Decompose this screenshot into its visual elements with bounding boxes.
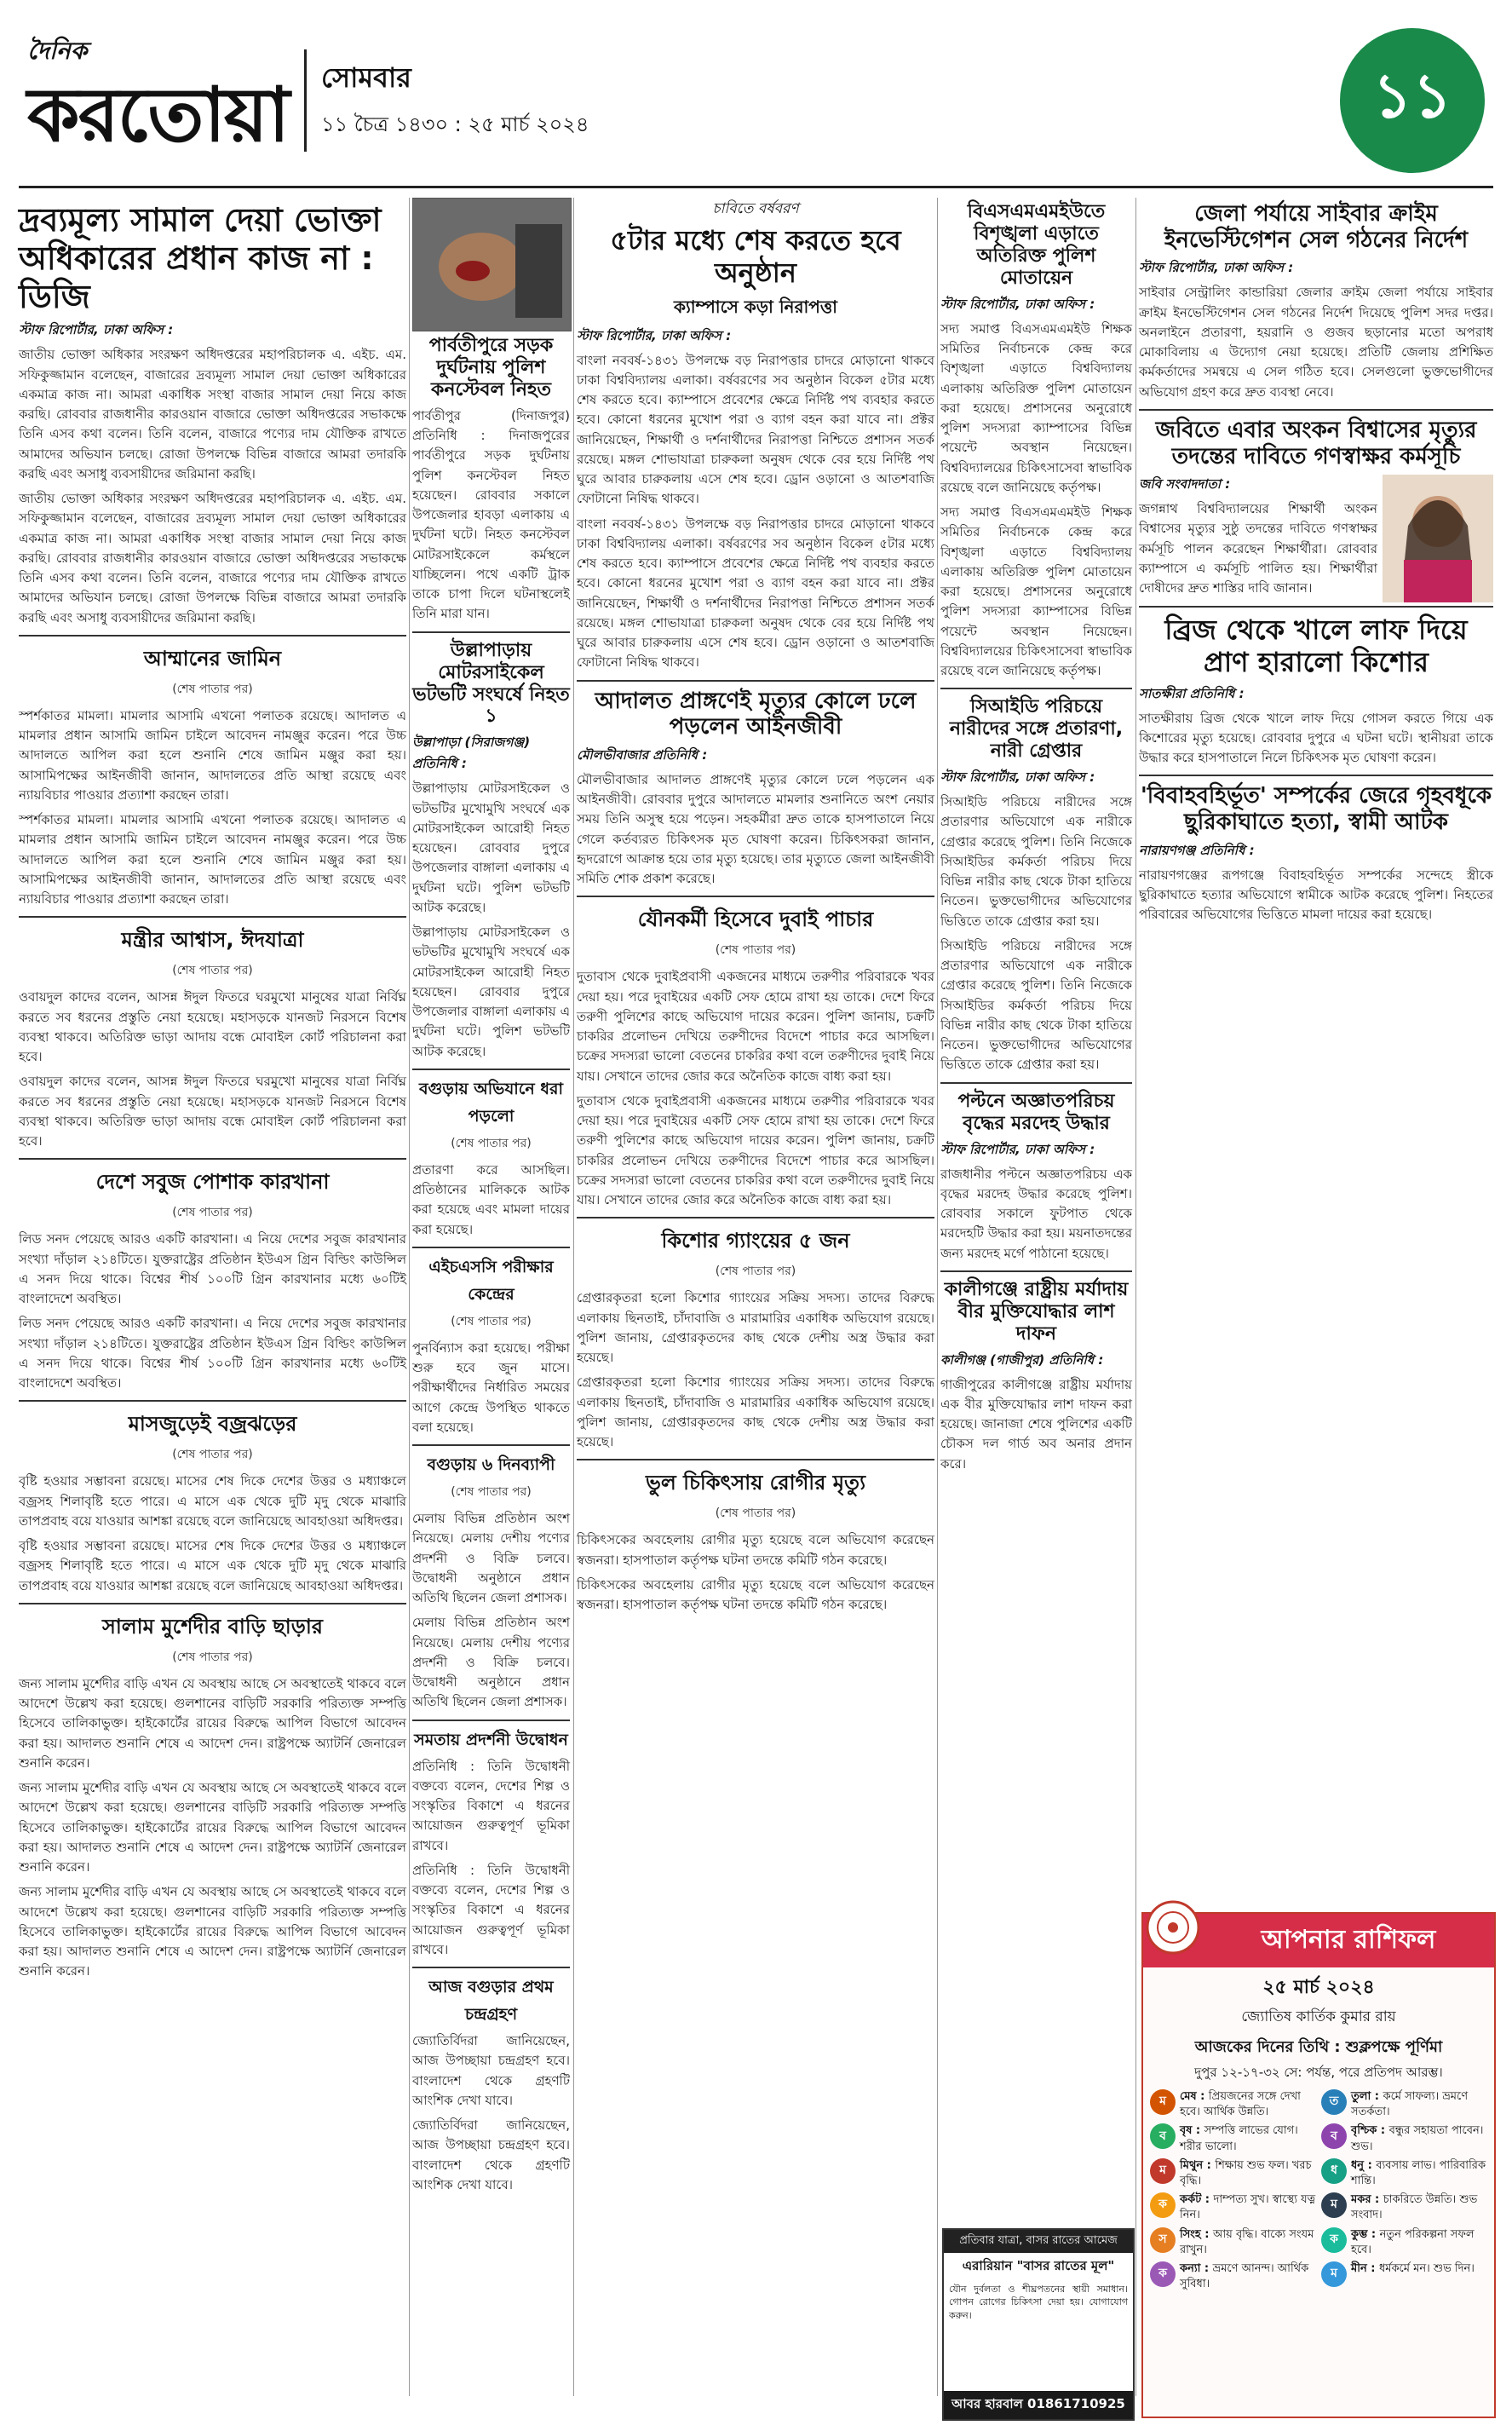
article-body: মেলায় বিভিন্ন প্রতিষ্ঠান অংশ নিয়েছে। মেলায় দেশীয় পণ্যের প্রদর্শনী ও বিক্রি চলবে। উদ্বোধনী অনুষ্ঠানে প্রধান অতিথি ছিলেন জেলা প্রশাসক। [412,1615,570,1710]
article-body: জ্যোতির্বিদরা জানিয়েছেন, আজ উপচ্ছায়া চন্দ্রগ্রহণ হবে। বাংলাদেশ থেকে গ্রহণটি আংশিক দেখা যাবে। [412,2117,570,2192]
article-body: জন্য সালাম মুর্শেদীর বাড়ি এখন যে অবস্থায় আছে সে অবস্থাতেই থাকবে বলে আদেশে উল্লেখ করা হয়েছে। গুলশানের বাড়িটি সরকারি পরিত্যক্ত সম্পত্তি হিসেবে তালিকাভুক্ত। হাইকোর্টের রায়ের বিরুদ্ধে আপিল বিভাগে আবেদন করা হয়। আদালত শুনানি শেষে এ আদেশ দেন। রাষ্ট্রপক্ষে অ্যাটর্নি জেনারেল শুনানি করেন। [19,1675,406,1771]
jump-note: (শেষ পাতার পর) [451,1136,532,1150]
article-body: প্রতিনিধি : তিনি উদ্বোধনী বক্তব্যে বলেন, দেশের শিল্প ও সংস্কৃতির বিকাশে এ ধরনের আয়োজন গুরুত্বপূর্ণ ভূমিকা রাখবে। [412,1758,570,1853]
article-headline: 'বিবাহবহির্ভূত' সম্পর্কের জেরে গৃহবধূকে ছুরিকাঘাতে হত্যা, স্বামী আটক [1140,783,1492,836]
byline: স্টাফ রিপোর্টার, ঢাকা অফিস : [1139,260,1294,276]
divider [412,1967,570,1968]
divider [577,896,934,897]
zodiac-sign-icon: ব [1321,2123,1347,2149]
article-body: দুতাবাস থেকে দুবাইপ্রবাসী একজনের মাধ্যমে তরুণীর পরিবারকে খবর দেয়া হয়। পরে দুবাইয়ের একটি সেফ হোমে রাখা হয় তাকে। দেশে ফিরে তরুণী পুলিশের কাছে অভিযোগ দায়ের করেন। পুলিশ জানায়, চক্রটি চাকরির প্রলোভন দেখিয়ে তরুণীদের বিদেশে পাচার করে আসছিল। চক্রের সদস্যরা ভালো বেতনের চাকরির কথা বলে তরুণীদের দুবাই নিয়ে যায়। সেখানে তাদের জোর করে অনৈতিক কাজে বাধ্য করা হয়। [577,969,934,1084]
logo-small-text: দৈনিক [27,37,88,65]
zodiac-sign-icon: ম [1321,2192,1347,2218]
jump-headline: কিশোর গ্যাংয়ের ৫ জন [661,1229,850,1253]
zodiac-sign-text: কন্যা : ভ্রমণে আনন্দ। আর্থিক সুবিধা। [1180,2261,1309,2291]
article-body: উল্লাপাড়ায় মোটরসাইকেল ও ভটভটির মুখোমুখি সংঘর্ষে এক মোটরসাইকেল আরোহী নিহত হয়েছেন। রোববার দুপুরে উপজেলার বাঙ্গালা এলাকায় এ দুর্ঘটনা ঘটে। পুলিশ ভটভটি আটক করেছে। [412,925,570,1059]
divider [940,1082,1132,1084]
horoscope-time: দুপুর ১২-১৭-৩২ সে: পর্যন্ত, পরে প্রতিপদ আরম্ভ। [1194,2065,1443,2080]
masthead-day: সোমবার [321,61,411,94]
zodiac-sign-icon: ক [1321,2227,1347,2253]
divider [1139,606,1493,608]
zodiac-sign-item [1321,2192,1487,2223]
column-1 [19,198,406,1987]
zodiac-sign-icon: ধ [1321,2158,1347,2184]
divider [940,1270,1132,1272]
article-body: প্রতারণা করে আসছিল। প্রতিষ্ঠানের মালিককে আটক করা হয়েছে এবং মামলা দায়ের করা হয়েছে। [412,1161,570,1237]
divider [1139,775,1493,776]
divider [19,1158,406,1160]
article-body: বৃষ্টি হওয়ার সম্ভাবনা রয়েছে। মাসের শেষ দিকে দেশের উত্তর ও মধ্যাঞ্চলে বজ্রসহ শিলাবৃষ্টি হতে পারে। এ মাসে এক থেকে দুটি মৃদু থেকে মাঝারি তাপপ্রবাহ বয়ে যাওয়ার আশঙ্কা রয়েছে বলে জানিয়েছে আবহাওয়া অধিদপ্তর। [19,1538,406,1593]
zodiac-sign-text: ধনু : ব্যবসায় লাভ। পারিবারিক শান্তি। [1351,2158,1486,2187]
masthead-divider [304,49,307,152]
zodiac-sign-icon: স [1150,2227,1176,2253]
student-portrait [1383,475,1493,602]
lead-headline: দ্রব্যমূল্য সামাল দেয়া ভোক্তা অধিকারের প্রধান কাজ না : ডিজি [19,201,382,315]
zodiac-sign-icon: ম [1150,2089,1176,2115]
ad-phone[interactable]: আবর হারবাল 01861710925 [944,2391,1133,2419]
zodiac-sign-item [1150,2192,1316,2223]
divider [412,631,570,633]
page-number-badge: ১১ [1340,28,1485,173]
byline: স্টাফ রিপোর্টার, ঢাকা অফিস : [940,296,1095,312]
jump-note: (শেষ পাতার পর) [172,1448,253,1462]
article-headline: উল্লাপাড়ায় মোটরসাইকেল ভটভটি সংঘর্ষে নিহত ১ [412,639,570,728]
zodiac-sign-text: মীন : ধর্মকর্মে মন। শুভ দিন। [1351,2261,1475,2275]
column-5 [1139,198,1493,930]
zodiac-sign-item [1321,2158,1487,2189]
divider [940,688,1132,689]
ad-tagline: প্রতিবার যাত্রা, বাসর রাতের আমেজ [944,2230,1133,2253]
jump-headline: মাসজুড়েই বজ্রঝড়ের [128,1412,297,1437]
article-body: জাতীয় ভোক্তা অধিকার সংরক্ষণ অধিদপ্তরের মহাপরিচালক এ. এইচ. এম. সফিকুজ্জামান বলেছেন, বাজারের দ্রব্যমূল্য সামাল দেয়া ভোক্তা অধিকারের একমাত্র কাজ না। আমরা একাধিক সংস্থা বাজার সামাল দেয়া নিয়ে কাজ করছি। রোববার রাজধানীর কারওয়ান বাজারে ভোক্তা অধিদপ্তরের সভাকক্ষে তিনি এসব কথা বলেন। তিনি বলেন, বাজারে পণ্যের দাম যৌক্তিক রাখতে আমাদের অভিযান চলছে। রোজা উপলক্ষে বিভিন্ন বাজারে আমরা তদারকি করছি এবং অসাধু ব্যবসায়ীদের জরিমানা করছি। [19,491,406,625]
sub-kicker: ক্যাম্পাসে কড়া নিরাপত্তা [674,296,837,317]
column-rule [1135,198,1136,2396]
zodiac-sign-text: মিথুন : শিক্ষায় শুভ ফল। খরচ বৃদ্ধি। [1180,2158,1312,2187]
byline: নারায়ণগঞ্জ প্রতিনিধি : [1139,842,1255,858]
article-body: সাতক্ষীরায় ব্রিজ থেকে খালে লাফ দিয়ে গোসল করতে গিয়ে এক কিশোরের মৃত্যু হয়েছে। রোববার দুপুরে এ ঘটনা ঘটে। স্থানীয়রা তাকে উদ্ধার করে হাসপাতালে নিলে চিকিৎসক মৃত ঘোষণা করেন। [1139,710,1493,766]
jump-note: (শেষ পাতার পর) [451,1485,532,1500]
article-body: মৌলভীবাজার আদালত প্রাঙ্গণেই মৃত্যুর কোলে ঢলে পড়লেন এক আইনজীবী। রোববার দুপুরে আদালতে মামলার শুনানিতে অংশ নেয়ার সময় তিনি অসুস্থ হয়ে পড়েন। সহকর্মীরা দ্রুত তাকে হাসপাতালে নিয়ে গেলে কর্তব্যরত চিকিৎসক মৃত ঘোষণা করেন। চিকিৎসকরা জানান, হৃদরোগে আক্রান্ত হয়ে তার মৃত্যু হয়েছে। তার মৃত্যুতে জেলা আইনজীবী সমিতি শোক প্রকাশ করেছে। [577,771,934,887]
zodiac-sign-text: তুলা : কর্মে সাফল্য। ভ্রমণে সতর্কতা। [1351,2090,1469,2119]
jump-headline: ভুল চিকিৎসায় রোগীর মৃত্যু [645,1471,866,1495]
article-headline: আদালত প্রাঙ্গণেই মৃত্যুর কোলে ঢলে পড়লেন আইনজীবী [595,688,917,740]
jump-headline: দেশে সবুজ পোশাক কারখানা [95,1170,330,1195]
article-body: জাতীয় ভোক্তা অধিকার সংরক্ষণ অধিদপ্তরের মহাপরিচালক এ. এইচ. এম. সফিকুজ্জামান বলেছেন, বাজারের দ্রব্যমূল্য সামাল দেয়া ভোক্তা অধিকারের একমাত্র কাজ না। আমরা একাধিক সংস্থা বাজার সামাল দেয়া নিয়ে কাজ করছি। রোববার রাজধানীর কারওয়ান বাজারে ভোক্তা অধিদপ্তরের সভাকক্ষে তিনি এসব কথা বলেন। তিনি বলেন, বাজারে পণ্যের দাম যৌক্তিক রাখতে আমাদের অভিযান চলছে। রোজা উপলক্ষে বিভিন্ন বাজারে আমরা তদারকি করছি এবং অসাধু ব্যবসায়ীদের জরিমানা করছি। [19,347,406,481]
zodiac-sign-icon: ক [1150,2261,1176,2287]
masthead [19,15,1493,188]
jump-note: (শেষ পাতার পর) [715,1264,796,1279]
divider [412,1247,570,1248]
article-body: জগন্নাথ বিশ্ববিদ্যালয়ের শিক্ষার্থী অংকন বিশ্বাসের মৃত্যুর সুষ্ঠু তদন্তের দাবিতে গণস্বাক্ষর কর্মসূচি পালন করেছেন শিক্ষার্থীরা। রোববার ক্যাম্পাসে এ কর্মসূচি পালিত হয়। শিক্ষার্থীরা দোষীদের দ্রুত শাস্তির দাবি জানান। [1139,501,1377,596]
jump-note: (শেষ পাতার পর) [172,1206,253,1220]
article-body: সদ্য সমাপ্ত বিএসএমএমইউ শিক্ষক সমিতির নির্বাচনকে কেন্দ্র করে বিশৃঙ্খলা এড়াতে বিশ্ববিদ্যালয় এলাকায় অতিরিক্ত পুলিশ মোতায়েন করা হয়েছে। প্রশাসনের অনুরোধে পুলিশ সদস্যরা ক্যাম্পাসের বিভিন্ন পয়েন্টে অবস্থান নিয়েছেন। বিশ্ববিদ্যালয়ের চিকিৎসাসেবা স্বাভাবিক রয়েছে বলে জানিয়েছে কর্তৃপক্ষ। [940,504,1132,679]
byline: স্টাফ রিপোর্টার, ঢাকা অফিস : [19,322,174,338]
ad-title: এরারিয়ান "বাসর রাতের মূল" [962,2258,1115,2273]
article-body: পার্বতীপুর (দিনাজপুর) প্রতিনিধি : দিনাজপুরের পার্বতীপুরে সড়ক দুর্ঘটনায় পুলিশ কনস্টেবল নিহত হয়েছেন। রোববার সকালে উপজেলার হাবড়া এলাকায় এ দুর্ঘটনা ঘটে। নিহত কনস্টেবল মোটরসাইকেলে কর্মস্থলে যাচ্ছিলেন। পথে একটি ট্রাক তাকে চাপা দিলে ঘটনাস্থলেই তিনি মারা যান। [412,407,570,622]
divider [19,635,406,637]
jump-note: (শেষ পাতার পর) [172,1650,253,1664]
zodiac-sign-list [1143,2089,1494,2292]
article-headline: আজ বগুড়ার প্রথম চন্দ্রগ্রহণ [428,1978,554,2025]
article-headline: জেলা পর্যায়ে সাইবার ক্রাইম ইনভেস্টিগেশন সেল গঠনের নির্দেশ [1164,201,1469,253]
zodiac-sign-item [1321,2089,1487,2120]
article-body: প্রতিনিধি : তিনি উদ্বোধনী বক্তব্যে বলেন, দেশের শিল্প ও সংস্কৃতির বিকাশে এ ধরনের আয়োজন গুরুত্বপূর্ণ ভূমিকা রাখবে। [412,1862,570,1957]
jump-headline: বগুড়ায় অভিযানে ধরা পড়লো [418,1079,563,1126]
jump-headline: এইচএসসি পরীক্ষার কেন্দ্রের [428,1257,554,1304]
horoscope-tithi: আজকের দিনের তিথি : শুক্লপক্ষে পূর্ণিমা [1194,2038,1443,2056]
advertisement[interactable] [942,2228,1135,2421]
article-body: সদ্য সমাপ্ত বিএসএমএমইউ শিক্ষক সমিতির নির্বাচনকে কেন্দ্র করে বিশৃঙ্খলা এড়াতে বিশ্ববিদ্যালয় এলাকায় অতিরিক্ত পুলিশ মোতায়েন করা হয়েছে। প্রশাসনের অনুরোধে পুলিশ সদস্যরা ক্যাম্পাসের বিভিন্ন পয়েন্টে অবস্থান নিয়েছেন। বিশ্ববিদ্যালয়ের চিকিৎসাসেবা স্বাভাবিক রয়েছে বলে জানিয়েছে কর্তৃপক্ষ। [940,320,1132,495]
divider [577,1459,934,1460]
ad-body: যৌন দুর্বলতা ও শীঘ্রপতনের স্থায়ী সমাধান। গোপন রোগের চিকিৎসা দেয়া হয়। যোগাযোগ করুন। [949,2284,1128,2321]
article-body: বাংলা নববর্ষ-১৪৩১ উপলক্ষে বড় নিরাপত্তার চাদরে মোড়ানো থাকবে ঢাকা বিশ্ববিদ্যালয় এলাকা। বর্ষবরণের সব অনুষ্ঠান বিকেল ৫টার মধ্যে শেষ করতে হবে। ক্যাম্পাসে প্রবেশের ক্ষেত্রে নির্দিষ্ট পথ ব্যবহার করতে হবে। কোনো ধরনের মুখোশ পরা ও ব্যাগ বহন করা যাবে না। প্রক্টর জানিয়েছেন, শিক্ষার্থী ও দর্শনার্থীদের নিরাপত্তা নিশ্চিতে প্রশাসন সতর্ক রয়েছে। মঙ্গল শোভাযাত্রা চারুকলা অনুষদ থেকে বের হয়ে নির্দিষ্ট পথ ঘুরে আবার চারুকলায় এসে শেষ হবে। ড্রোন ওড়ানো ও আতশবাজি ফোটানো নিষিদ্ধ থাকবে। [577,516,934,671]
byline: স্টাফ রিপোর্টার, ঢাকা অফিস : [940,1141,1095,1157]
divider [19,1603,406,1604]
byline: মৌলভীবাজার প্রতিনিধি : [577,746,708,763]
headline-kicker: চাবিতে বর্ষবরণ [712,200,799,217]
article-body: চিকিৎসকের অবহেলায় রোগীর মৃত্যু হয়েছে বলে অভিযোগ করেছেন স্বজনরা। হাসপাতাল কর্তৃপক্ষ ঘটনা তদন্তে কমিটি গঠন করেছে। [577,1576,934,1613]
column-4 [940,198,1132,1479]
jump-note: (শেষ পাতার পর) [172,682,253,696]
zodiac-sign-item [1321,2123,1487,2154]
horoscope-box [1141,1912,1496,2418]
divider [577,680,934,682]
zodiac-sign-icon: ম [1321,2261,1347,2287]
article-body: গ্রেপ্তারকৃতরা হলো কিশোর গ্যাংয়ের সক্রিয় সদস্য। তাদের বিরুদ্ধে এলাকায় ছিনতাই, চাঁদাবাজি ও মারামারির একাধিক অভিযোগ রয়েছে। পুলিশ জানায়, গ্রেপ্তারকৃতদের কাছ থেকে দেশীয় অস্ত্র উদ্ধার করা হয়েছে। [577,1374,934,1450]
article-headline: সিআইডি পরিচয়ে নারীদের সঙ্গে প্রতারণা, নারী গ্রেপ্তার [949,696,1124,763]
zodiac-sign-item [1321,2261,1487,2292]
zodiac-sign-text: মেষ : প্রিয়জনের সঙ্গে দেখা হবে। আর্থিক উন্নতি। [1180,2090,1301,2119]
column-3 [577,198,934,1620]
masthead-date: ১১ চৈত্র ১৪৩০ : ২৫ মার্চ ২০২৪ [321,112,589,136]
accident-victim-photo [412,198,572,331]
zodiac-sign-text: বৃষ : সম্পত্তি লাভের যোগ। শরীর ভালো। [1180,2124,1298,2153]
jump-note: (শেষ পাতার পর) [172,964,253,978]
article-body: ওবায়দুল কাদের বলেন, আসন্ন ঈদুল ফিতরে ঘরমুখো মানুষের যাত্রা নির্বিঘ্ন করতে সব ধরনের প্রস্তুতি নেয়া হয়েছে। মহাসড়কে যানজট নিরসনে বিশেষ ব্যবস্থা থাকবে। অতিরিক্ত ভাড়া আদায় বন্ধে মোবাইল কোর্ট পরিচালনা করা হবে। [19,989,406,1065]
newspaper-logo [27,32,291,169]
jump-headline: আম্মানের জামিন [143,646,282,671]
article-body: জন্য সালাম মুর্শেদীর বাড়ি এখন যে অবস্থায় আছে সে অবস্থাতেই থাকবে বলে আদেশে উল্লেখ করা হয়েছে। গুলশানের বাড়িটি সরকারি পরিত্যক্ত সম্পত্তি হিসেবে তালিকাভুক্ত। হাইকোর্টের রায়ের বিরুদ্ধে আপিল বিভাগে আবেদন করা হয়। আদালত শুনানি শেষে এ আদেশ দেন। রাষ্ট্রপক্ষে অ্যাটর্নি জেনারেল শুনানি করেন। [19,1780,406,1875]
article-body: সিআইডি পরিচয়ে নারীদের সঙ্গে প্রতারণার অভিযোগে এক নারীকে গ্রেপ্তার করেছে পুলিশ। তিনি নিজেকে সিআইডির কর্মকর্তা পরিচয় দিয়ে বিভিন্ন নারীর কাছ থেকে টাকা হাতিয়ে নিতেন। ভুক্তভোগীদের অভিযোগের ভিত্তিতে তাকে গ্রেপ্তার করা হয়। [940,937,1132,1073]
jump-headline: বগুড়ায় ৬ দিনব্যাপী [427,1455,555,1475]
jump-note: (শেষ পাতার পর) [715,943,796,958]
divider [412,1069,570,1070]
jump-note: (শেষ পাতার পর) [451,1314,532,1328]
article-headline: বিএসএমএমইউতে বিশৃঙ্খলা এড়াতে অতিরিক্ত পুলিশ মোতায়েন [967,201,1106,289]
zodiac-sign-text: কর্কট : দাম্পত্য সুখ। স্বাস্থ্যে যত্ন নিন। [1180,2193,1316,2222]
byline: স্টাফ রিপোর্টার, ঢাকা অফিস : [577,327,732,343]
article-headline: ব্রিজ থেকে খালে লাফ দিয়ে প্রাণ হারালো কিশোর [1164,614,1468,678]
column-2 [412,198,570,2200]
jump-headline: সালাম মুর্শেদীর বাড়ি ছাড়ার [101,1614,323,1639]
zodiac-sign-item [1150,2227,1316,2258]
article-body: রাজধানীর পল্টনে অজ্ঞাতপরিচয় এক বৃদ্ধের মরদেহ উদ্ধার করেছে পুলিশ। রোববার সকালে ফুটপাত থেকে মরদেহটি উদ্ধার করা হয়। ময়নাতদন্তের জন্য মরদেহ মর্গে পাঠানো হয়েছে। [940,1166,1132,1261]
column-rule [409,198,410,2396]
horoscope-date: ২৫ মার্চ ২০২৪ [1262,1977,1375,1998]
zodiac-sign-text: কুম্ভ : নতুন পরিকল্পনা সফল হবে। [1351,2227,1475,2256]
article-headline: পল্টনে অজ্ঞাতপরিচয় বৃদ্ধের মরদেহ উদ্ধার [957,1090,1115,1134]
article-body: জন্য সালাম মুর্শেদীর বাড়ি এখন যে অবস্থায় আছে সে অবস্থাতেই থাকবে বলে আদেশে উল্লেখ করা হয়েছে। গুলশানের বাড়িটি সরকারি পরিত্যক্ত সম্পত্তি হিসেবে তালিকাভুক্ত। হাইকোর্টের রায়ের বিরুদ্ধে আপিল বিভাগে আবেদন করা হয়। আদালত শুনানি শেষে এ আদেশ দেন। রাষ্ট্রপক্ষে অ্যাটর্নি জেনারেল শুনানি করেন। [19,1884,406,1979]
article-body: উল্লাপাড়ায় মোটরসাইকেল ও ভটভটির মুখোমুখি সংঘর্ষে এক মোটরসাইকেল আরোহী নিহত হয়েছেন। রোববার দুপুরে উপজেলার বাঙ্গালা এলাকায় এ দুর্ঘটনা ঘটে। পুলিশ ভটভটি আটক করেছে। [412,781,570,915]
zodiac-sign-item [1150,2089,1316,2120]
byline: স্টাফ রিপোর্টার, ঢাকা অফিস : [940,769,1095,786]
zodiac-sign-text: বৃশ্চিক : বন্ধুর সহায়তা পাবেন। শুভ। [1351,2124,1484,2153]
article-body: দুতাবাস থেকে দুবাইপ্রবাসী একজনের মাধ্যমে তরুণীর পরিবারকে খবর দেয়া হয়। পরে দুবাইয়ের একটি সেফ হোমে রাখা হয় তাকে। দেশে ফিরে তরুণী পুলিশের কাছে অভিযোগ দায়ের করেন। পুলিশ জানায়, চক্রটি চাকরির প্রলোভন দেখিয়ে তরুণীদের বিদেশে পাচার করে আসছিল। চক্রের সদস্যরা ভালো বেতনের চাকরির কথা বলে তরুণীদের দুবাই নিয়ে যায়। সেখানে তাদের জোর করে অনৈতিক কাজে বাধ্য করা হয়। [577,1092,934,1208]
zodiac-sign-icon: ব [1150,2123,1176,2149]
article-headline: কালীগঞ্জে রাষ্ট্রীয় মর্যাদায় বীর মুক্তিযোদ্ধার লাশ দাফন [944,1278,1129,1345]
zodiac-sign-icon: ম [1150,2158,1176,2184]
byline: কালীগঞ্জ (গাজীপুর) প্রতিনিধি : [940,1351,1104,1368]
article-headline: ৫টার মধ্যে শেষ করতে হবে অনুষ্ঠান [610,224,901,289]
zodiac-wheel-icon [1146,1900,1200,1955]
article-body: লিড সনদ পেয়েছে আরও একটি কারখানা। এ নিয়ে দেশের সবুজ কারখানার সংখ্যা দাঁড়াল ২১৪টিতে। যুক্তরাষ্ট্রের প্রতিষ্ঠান ইউএস গ্রিন বিল্ডিং কাউন্সিল এ সনদ দিয়ে থাকে। বিশ্বের শীর্ষ ১০০টি গ্রিন কারখানার মধ্যে ৬০টিই বাংলাদেশে অবস্থিত। [19,1231,406,1307]
jump-headline: যৌনকর্মী হিসেবে দুবাই পাচার [637,907,874,932]
zodiac-sign-item [1150,2158,1316,2189]
byline: জবি সংবাদদাতা : [1139,476,1231,493]
zodiac-sign-item [1321,2227,1487,2258]
divider [19,916,406,918]
column-rule [937,198,938,2396]
zodiac-sign-icon: ত [1321,2089,1347,2115]
divider [1139,409,1493,411]
article-body: সাইবার সেন্ট্রালিং কান্ডারিয়া জেলার ক্রাইম জেলা পর্যায়ে সাইবার ক্রাইম ইনভেস্টিগেশন সেল গঠনের নির্দেশ দিয়েছে পুলিশ সদর দপ্তর। অনলাইনে প্রতারণা, হয়রানি ও গুজব ছড়ানোর মতো অপরাধ মোকাবিলায় এ উদ্যোগ নেয়া হয়েছে। প্রতিটি জেলায় প্রশিক্ষিত কর্মকর্তাদের সমন্বয়ে এ সেল গঠিত হবে। সেলগুলো ভুক্তভোগীদের অভিযোগ গ্রহণ করে দ্রুত ব্যবস্থা নেবে। [1139,285,1493,400]
zodiac-sign-item [1150,2123,1316,2154]
article-body: চিকিৎসকের অবহেলায় রোগীর মৃত্যু হয়েছে বলে অভিযোগ করেছেন স্বজনরা। হাসপাতাল কর্তৃপক্ষ ঘটনা তদন্তে কমিটি গঠন করেছে। [577,1532,934,1568]
column-rule [573,198,574,2396]
divider [412,1444,570,1446]
byline: উল্লাপাড়া (সিরাজগঞ্জ) প্রতিনিধি : [412,734,531,772]
article-headline: সমতায় প্রদর্শনী উদ্বোধন [414,1730,568,1749]
jump-note: (শেষ পাতার পর) [715,1506,796,1521]
divider [577,1217,934,1218]
article-body: লিড সনদ পেয়েছে আরও একটি কারখানা। এ নিয়ে দেশের সবুজ কারখানার সংখ্যা দাঁড়াল ২১৪টিতে। যুক্তরাষ্ট্রের প্রতিষ্ঠান ইউএস গ্রিন বিল্ডিং কাউন্সিল এ সনদ দিয়ে থাকে। বিশ্বের শীর্ষ ১০০টি গ্রিন কারখানার মধ্যে ৬০টিই বাংলাদেশে অবস্থিত। [19,1316,406,1391]
article-body: সিআইডি পরিচয়ে নারীদের সঙ্গে প্রতারণার অভিযোগে এক নারীকে গ্রেপ্তার করেছে পুলিশ। তিনি নিজেকে সিআইডির কর্মকর্তা পরিচয় দিয়ে বিভিন্ন নারীর কাছ থেকে টাকা হাতিয়ে নিতেন। ভুক্তভোগীদের অভিযোগের ভিত্তিতে তাকে গ্রেপ্তার করা হয়। [940,794,1132,929]
zodiac-sign-text: মকর : চাকরিতে উন্নতি। শুভ সংবাদ। [1351,2193,1478,2222]
article-body: স্পর্শকাতর মামলা। মামলার আসামি এখনো পলাতক রয়েছে। আদালত এ মামলার প্রধান আসামি জামিন চাইলে আবেদন নামঞ্জুর করেন। পরে উচ্চ আদালতে আপিল করা হলে শুনানি শেষে জামিন মঞ্জুর করা হয়। আসামিপক্ষের আইনজীবী জানান, আদালতের প্রতি আস্থা রয়েছে এবং ন্যায়বিচার পাওয়ার প্রত্যাশা করছেন তারা। [19,707,406,803]
horoscope-astrologer: জ্যোতিষ কার্তিক কুমার রায় [1241,2008,1396,2025]
article-body: বৃষ্টি হওয়ার সম্ভাবনা রয়েছে। মাসের শেষ দিকে দেশের উত্তর ও মধ্যাঞ্চলে বজ্রসহ শিলাবৃষ্টি হতে পারে। এ মাসে এক থেকে দুটি মৃদু থেকে মাঝারি তাপপ্রবাহ বয়ে যাওয়ার আশঙ্কা রয়েছে বলে জানিয়েছে আবহাওয়া অধিদপ্তর। [19,1473,406,1529]
photo-headline: পার্বতীপুরে সড়ক দুর্ঘটনায় পুলিশ কনস্টেবল নিহত [428,335,554,400]
horoscope-title: আপনার রাশিফল [1143,1914,1494,1967]
jump-headline: মন্ত্রীর আশ্বাস, ঈদযাত্রা [121,928,304,953]
divider [19,1400,406,1402]
article-body: পুনর্বিন্যাস করা হয়েছে। পরীক্ষা শুরু হবে জুন মাসে। পরীক্ষার্থীদের নির্ধারিত সময়ের আগে কেন্দ্রে উপস্থিত থাকতে বলা হয়েছে। [412,1339,570,1435]
logo-main-text: করতোয়া [27,71,289,158]
article-body: নারায়ণগঞ্জের রূপগঞ্জে বিবাহবহির্ভূত সম্পর্কের সন্দেহে স্ত্রীকে ছুরিকাঘাতে হত্যার অভিযোগে স্বামীকে আটক করেছে পুলিশ। নিহতের পরিবারের অভিযোগের ভিত্তিতে মামলা দায়ের করা হয়েছে। [1139,867,1493,923]
zodiac-sign-icon: ক [1150,2192,1176,2218]
article-body: গাজীপুরের কালীগঞ্জে রাষ্ট্রীয় মর্যাদায় এক বীর মুক্তিযোদ্ধার লাশ দাফন করা হয়েছে। জানাজা শেষে পুলিশের একটি চৌকস দল গার্ড অব অনার প্রদান করে। [940,1376,1132,1472]
divider [412,1720,570,1721]
byline: সাতক্ষীরা প্রতিনিধি : [1139,685,1245,701]
article-body: জ্যোতির্বিদরা জানিয়েছেন, আজ উপচ্ছায়া চন্দ্রগ্রহণ হবে। বাংলাদেশ থেকে গ্রহণটি আংশিক দেখা যাবে। [412,2033,570,2108]
article-body: ওবায়দুল কাদের বলেন, আসন্ন ঈদুল ফিতরে ঘরমুখো মানুষের যাত্রা নির্বিঘ্ন করতে সব ধরনের প্রস্তুতি নেয়া হয়েছে। মহাসড়কে যানজট নিরসনে বিশেষ ব্যবস্থা থাকবে। অতিরিক্ত ভাড়া আদায় বন্ধে মোবাইল কোর্ট পরিচালনা করা হবে। [19,1074,406,1149]
zodiac-sign-item [1150,2261,1316,2292]
article-body: স্পর্শকাতর মামলা। মামলার আসামি এখনো পলাতক রয়েছে। আদালত এ মামলার প্রধান আসামি জামিন চাইলে আবেদন নামঞ্জুর করেন। পরে উচ্চ আদালতে আপিল করা হলে শুনানি শেষে জামিন মঞ্জুর করা হয়। আসামিপক্ষের আইনজীবী জানান, আদালতের প্রতি আস্থা রয়েছে এবং ন্যায়বিচার পাওয়ার প্রত্যাশা করছেন তারা। [19,812,406,907]
article-body: গ্রেপ্তারকৃতরা হলো কিশোর গ্যাংয়ের সক্রিয় সদস্য। তাদের বিরুদ্ধে এলাকায় ছিনতাই, চাঁদাবাজি ও মারামারির একাধিক অভিযোগ রয়েছে। পুলিশ জানায়, গ্রেপ্তারকৃতদের কাছ থেকে দেশীয় অস্ত্র উদ্ধার করা হয়েছে। [577,1290,934,1366]
article-body: বাংলা নববর্ষ-১৪৩১ উপলক্ষে বড় নিরাপত্তার চাদরে মোড়ানো থাকবে ঢাকা বিশ্ববিদ্যালয় এলাকা। বর্ষবরণের সব অনুষ্ঠান বিকেল ৫টার মধ্যে শেষ করতে হবে। ক্যাম্পাসে প্রবেশের ক্ষেত্রে নির্দিষ্ট পথ ব্যবহার করতে হবে। কোনো ধরনের মুখোশ পরা ও ব্যাগ বহন করা যাবে না। প্রক্টর জানিয়েছেন, শিক্ষার্থী ও দর্শনার্থীদের নিরাপত্তা নিশ্চিতে প্রশাসন সতর্ক রয়েছে। মঙ্গল শোভাযাত্রা চারুকলা অনুষদ থেকে বের হয়ে নির্দিষ্ট পথ ঘুরে আবার চারুকলায় এসে শেষ হবে। ড্রোন ওড়ানো ও আতশবাজি ফোটানো নিষিদ্ধ থাকবে। [577,352,934,507]
zodiac-sign-text: সিংহ : আয় বৃদ্ধি। বাক্যে সংযম রাখুন। [1180,2227,1314,2256]
article-headline: জবিতে এবার অংকন বিশ্বাসের মৃত্যুর তদন্তের দাবিতে গণস্বাক্ষর কর্মসূচি [1155,417,1477,469]
article-body: মেলায় বিভিন্ন প্রতিষ্ঠান অংশ নিয়েছে। মেলায় দেশীয় পণ্যের প্রদর্শনী ও বিক্রি চলবে। উদ্বোধনী অনুষ্ঠানে প্রধান অতিথি ছিলেন জেলা প্রশাসক। [412,1511,570,1606]
